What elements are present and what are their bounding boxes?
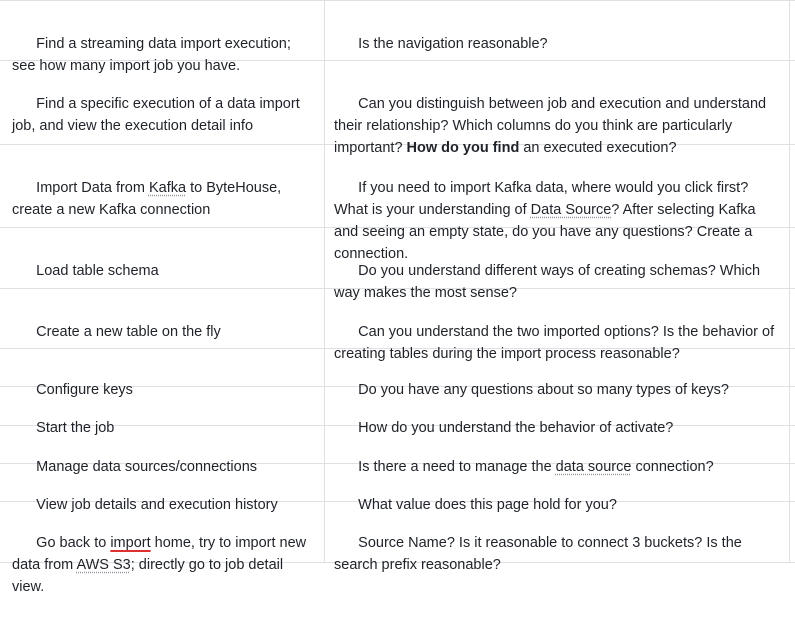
question-cell	[325, 502, 790, 573]
question-cell	[325, 426, 790, 475]
question-text: If you need to import Kafka data, where would you click first? What is your understanding of	[334, 180, 753, 218]
table-row	[0, 387, 795, 436]
table-row	[0, 61, 795, 156]
task-cell	[0, 289, 325, 348]
task-cell	[0, 349, 325, 398]
empty-cell	[790, 228, 795, 288]
task-text: Go back to	[36, 535, 111, 551]
table-row	[0, 426, 795, 475]
task-text: Find a streaming data import execution; see how many import job you have.	[12, 36, 295, 74]
task-cell	[0, 387, 325, 436]
task-text: Import Data from	[36, 180, 149, 196]
task-cell	[0, 228, 325, 288]
question-text: an executed execution?	[519, 140, 677, 156]
table-row	[0, 145, 795, 262]
task-cell	[0, 502, 325, 595]
question-text: connection?	[631, 459, 714, 475]
question-text: What value does this page hold for you?	[358, 497, 617, 513]
question-cell	[325, 228, 790, 301]
question-text: Is there a need to manage the	[358, 459, 556, 475]
task-text: Load table schema	[36, 263, 159, 279]
table-row	[0, 464, 795, 513]
empty-cell	[790, 1, 795, 60]
task-text: Manage data sources/connections	[36, 459, 258, 475]
empty-cell	[790, 145, 795, 227]
question-cell	[325, 1, 790, 60]
question-text: How do you understand the behavior of activate?	[358, 420, 674, 436]
table-row	[0, 228, 795, 301]
question-text: ? After selecting Kafka and seeing an empty state, do you have any questions? Create a connection.	[334, 202, 760, 262]
table-row	[0, 0, 795, 74]
question-text: Is the navigation reasonable?	[358, 36, 548, 52]
empty-cell	[790, 349, 795, 386]
question-text: Do you understand different ways of creating schemas? Which way makes the most sense?	[334, 263, 765, 301]
question-cell	[325, 387, 790, 436]
empty-cell	[790, 61, 795, 144]
empty-cell	[790, 502, 795, 562]
table-row	[0, 502, 795, 595]
question-text: Can you distinguish between job and execution and understand their relationship? Which columns do you think are particularly important?	[334, 96, 771, 156]
empty-cell	[790, 289, 795, 348]
task-cell	[0, 1, 325, 74]
task-cell	[0, 426, 325, 475]
task-text: home, try to import new data from	[12, 535, 311, 573]
task-cell	[0, 145, 325, 227]
task-text: ; directly go to job detail view.	[12, 557, 288, 595]
question-cell	[325, 464, 790, 513]
task-cell	[0, 464, 325, 513]
question-cell	[325, 349, 790, 398]
task-text: Configure keys	[36, 382, 133, 398]
table-row	[0, 349, 795, 398]
term-link[interactable]: Data Source	[530, 202, 612, 218]
task-text: View job details and execution history	[36, 497, 278, 513]
empty-cell	[790, 426, 795, 463]
task-cell	[0, 61, 325, 144]
empty-cell	[790, 464, 795, 501]
term-link[interactable]: data source	[555, 459, 632, 475]
table-row	[0, 289, 795, 362]
spell-check-word[interactable]: AWS S3	[76, 557, 131, 573]
task-text: Start the job	[36, 420, 115, 436]
question-text: Can you understand the two imported options? Is the behavior of creating tables during the import process reasonable?	[334, 324, 779, 362]
empty-cell	[790, 387, 795, 425]
spell-error-word[interactable]: import	[110, 535, 151, 551]
task-text: to ByteHouse, create a new Kafka connection	[12, 180, 286, 218]
question-cell	[325, 289, 790, 362]
question-bold-text: How do you find	[406, 140, 520, 156]
task-text: Create a new table on the fly	[36, 324, 221, 340]
question-cell	[325, 145, 790, 262]
question-cell	[325, 61, 790, 156]
spell-check-word[interactable]: Kafka	[148, 180, 187, 196]
question-text: Source Name? Is it reasonable to connect 3 buckets? Is the search prefix reasonable?	[334, 535, 746, 573]
task-text: Find a specific execution of a data import job, and view the execution detail info	[12, 96, 304, 134]
question-text: Do you have any questions about so many types of keys?	[358, 382, 729, 398]
